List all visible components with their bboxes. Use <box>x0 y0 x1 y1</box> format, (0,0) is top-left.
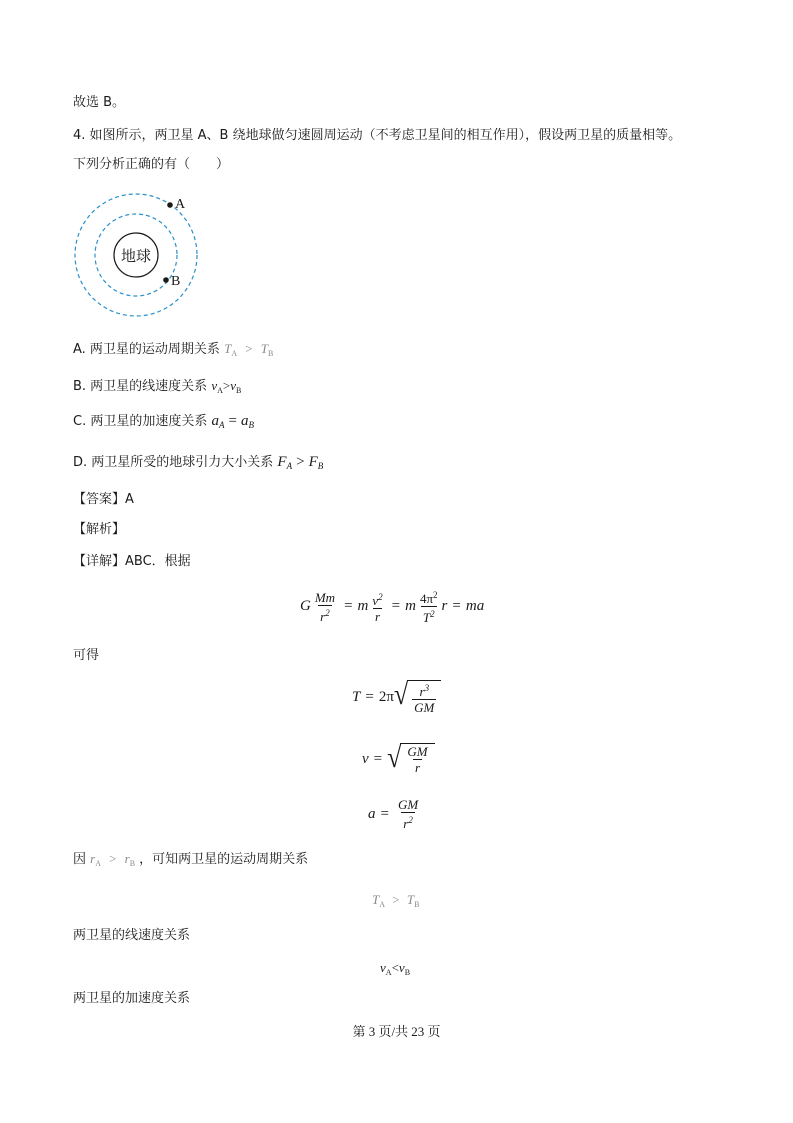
acceleration-formula: a = $\frac{GM}{r^2}$ <box>368 797 419 831</box>
gravitation-formula: G $\frac{Mm}{r^2}$ = m $\frac{v^2}{r}$ = m $\frac{4\pi^2}{T^2}$ r = ma <box>300 589 485 625</box>
satellite-b-label: B <box>171 274 181 289</box>
acceleration-line: 两卫星的加速度关系 <box>73 991 191 1006</box>
orbit-figure <box>70 188 230 328</box>
option-b: B. 两卫星的线速度关系 $v_A>v_B$ <box>73 378 242 395</box>
because-line: 因 $r_A > r_B$ ，可知两卫星的运动周期关系 <box>73 851 309 868</box>
intro-line: 故选 B。 <box>73 95 126 110</box>
satellite-b-dot <box>163 277 169 283</box>
analysis-label: 【解析】 <box>73 522 126 537</box>
answer-line: 【答案】A <box>73 492 134 507</box>
question-line-2: 下列分析正确的有（ ） <box>73 157 230 172</box>
option-a: A. 两卫星的运动周期关系 $T_A > T_B$ <box>73 341 274 358</box>
detail-line: 【详解】ABC．根据 <box>73 554 191 569</box>
option-c: C. 两卫星的加速度关系 $a_A = a_B$ <box>73 413 254 430</box>
page-footer: 第 3 页/共 23 页 <box>352 1024 441 1039</box>
velocity-formula: v = √ $\frac{GM}{r}$ <box>362 743 435 775</box>
period-formula: T = 2π √ $\frac{r^3}{GM}$ <box>352 680 441 715</box>
question-line-1: 4. 如图所示，两卫星 A、B 绕地球做匀速圆周运动（不考虑卫星间的相互作用），假设两卫星的质量相等。 <box>73 128 682 143</box>
satellite-a-dot <box>167 202 173 208</box>
velocity-line: 两卫星的线速度关系 <box>73 928 191 943</box>
hence-line: 可得 <box>73 648 100 663</box>
option-d: D. 两卫星所受的地球引力大小关系 $F_A > F_B$ <box>73 454 324 471</box>
velocity-result: $v_A<v_B$ <box>380 960 411 977</box>
earth-label: 地球 <box>120 247 152 265</box>
period-result: $T_A > T_B$ <box>372 892 420 909</box>
satellite-a-label: A <box>175 197 186 212</box>
